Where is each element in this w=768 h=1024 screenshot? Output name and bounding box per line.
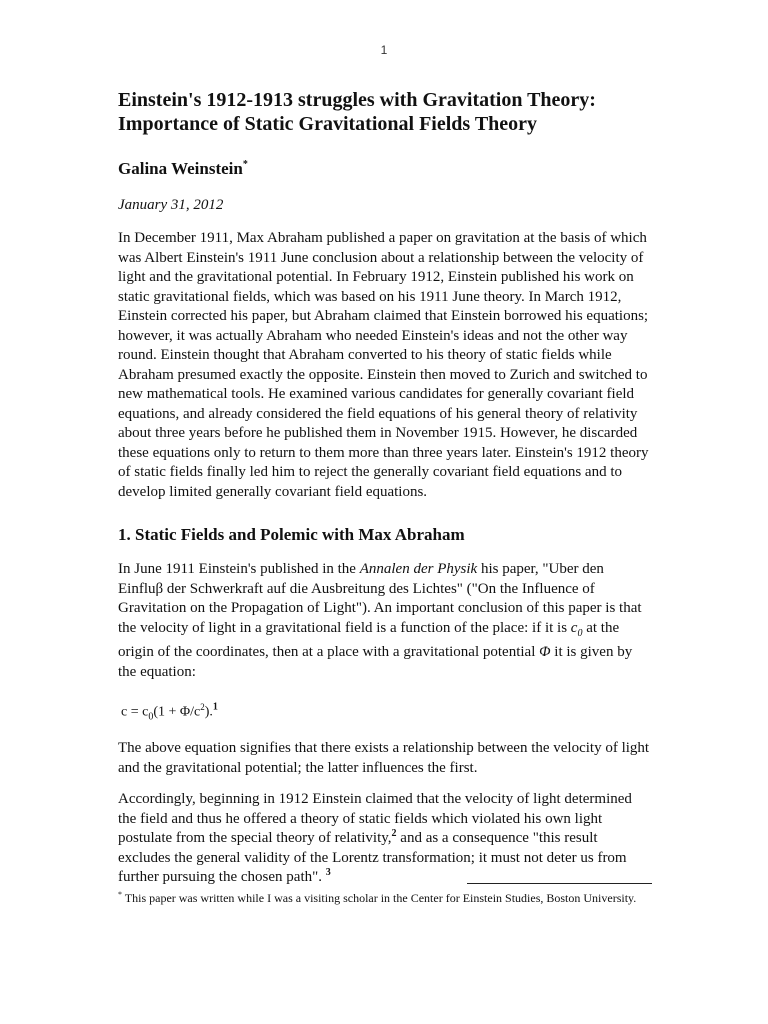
author-footnote-mark: * — [242, 159, 248, 170]
section-heading: 1. Static Fields and Polemic with Max Abraham — [118, 525, 465, 544]
paragraph-2: The above equation signifies that there exists a relationship between the velocity of light and the gravitational potential; the latter influences the first. — [118, 740, 650, 776]
footnote — [118, 891, 638, 906]
paper-title — [118, 88, 652, 136]
equation: $c = c_0(1 + \Phi/c^2).^1$ — [121, 701, 218, 723]
paragraph-3: Accordingly, beginning in 1912 Einstein claimed that the velocity of light determined the field and thus he offered a theory of static fields which violated his own light postulate from the special theory of relativity,$^2$ and as a consequence "this result excludes the general validity of the Lorentz transformation; it must not deter us from further pursuing the chosen path". $^3$ — [118, 791, 632, 886]
footnote-ref-2: 2 — [391, 828, 397, 840]
paragraph-1: In June 1911 Einstein's published in the Annalen der Physik his paper, "Uber den Einfluβ der Schwerkraft auf die Ausbreitung des Lichtes" ("On the Influence of Gravitation on the Propagation of Light"). An important conclusion of this paper is that the velocity of light in a gravitational field is a function of the place: if it is $c_0$ at the origin of the coordinates, then at a place with a gravitational potential Φ it is given by the equation: — [118, 561, 642, 680]
abstract-paragraph: In December 1911, Max Abraham published a paper on gravitation at the basis of which was Albert Einstein's 1911 June conclusion about a relationship between the velocity of light and the gravitational potential. In February 1912, Einstein published his work on static gravitational fields, which was based on his 1911 June theory. In March 1912, Einstein corrected his paper, but Abraham claimed that Einstein borrowed his equations; however, it was actually Abraham who needed Einstein's ideas and not the other way round. Einstein thought that Abraham converted to his theory of static fields while Abraham presumed exactly the opposite. Einstein then moved to Zurich and switched to new mathematical tools. He examined various candidates for generally covariant field equations, and already considered the field equations of his general theory of relativity about three years before he published them in November 1915. However, he discarded these equations only to return to them more than three years later. Einstein's 1912 theory of static fields finally led him to reject the generally covariant field equations and to develop limited generally covariant field equations. — [118, 230, 649, 500]
footnote-ref-1: 1 — [212, 701, 218, 713]
title-line-2: Importance of Static Gravitational Fields Theory — [118, 113, 538, 135]
title-line-1: Einstein's 1912-1913 struggles with Gravitation Theory: — [118, 89, 596, 111]
publication-date: January 31, 2012 — [118, 197, 224, 213]
author-line — [118, 158, 652, 180]
footnote-mark: * — [118, 890, 122, 899]
phi-symbol: Φ — [539, 644, 551, 660]
c0-symbol: $c_0$ — [570, 619, 583, 639]
author-name: Galina Weinstein — [118, 159, 243, 178]
page-content — [118, 88, 652, 888]
page-number: 1 — [380, 43, 388, 57]
footnote-ref-3: 3 — [325, 867, 331, 879]
journal-name: Annalen der Physik — [359, 561, 478, 577]
footnote-separator — [467, 883, 652, 884]
footnote-text: This paper was written while I was a visiting scholar in the Center for Einstein Studies, Boston University. — [122, 891, 637, 905]
